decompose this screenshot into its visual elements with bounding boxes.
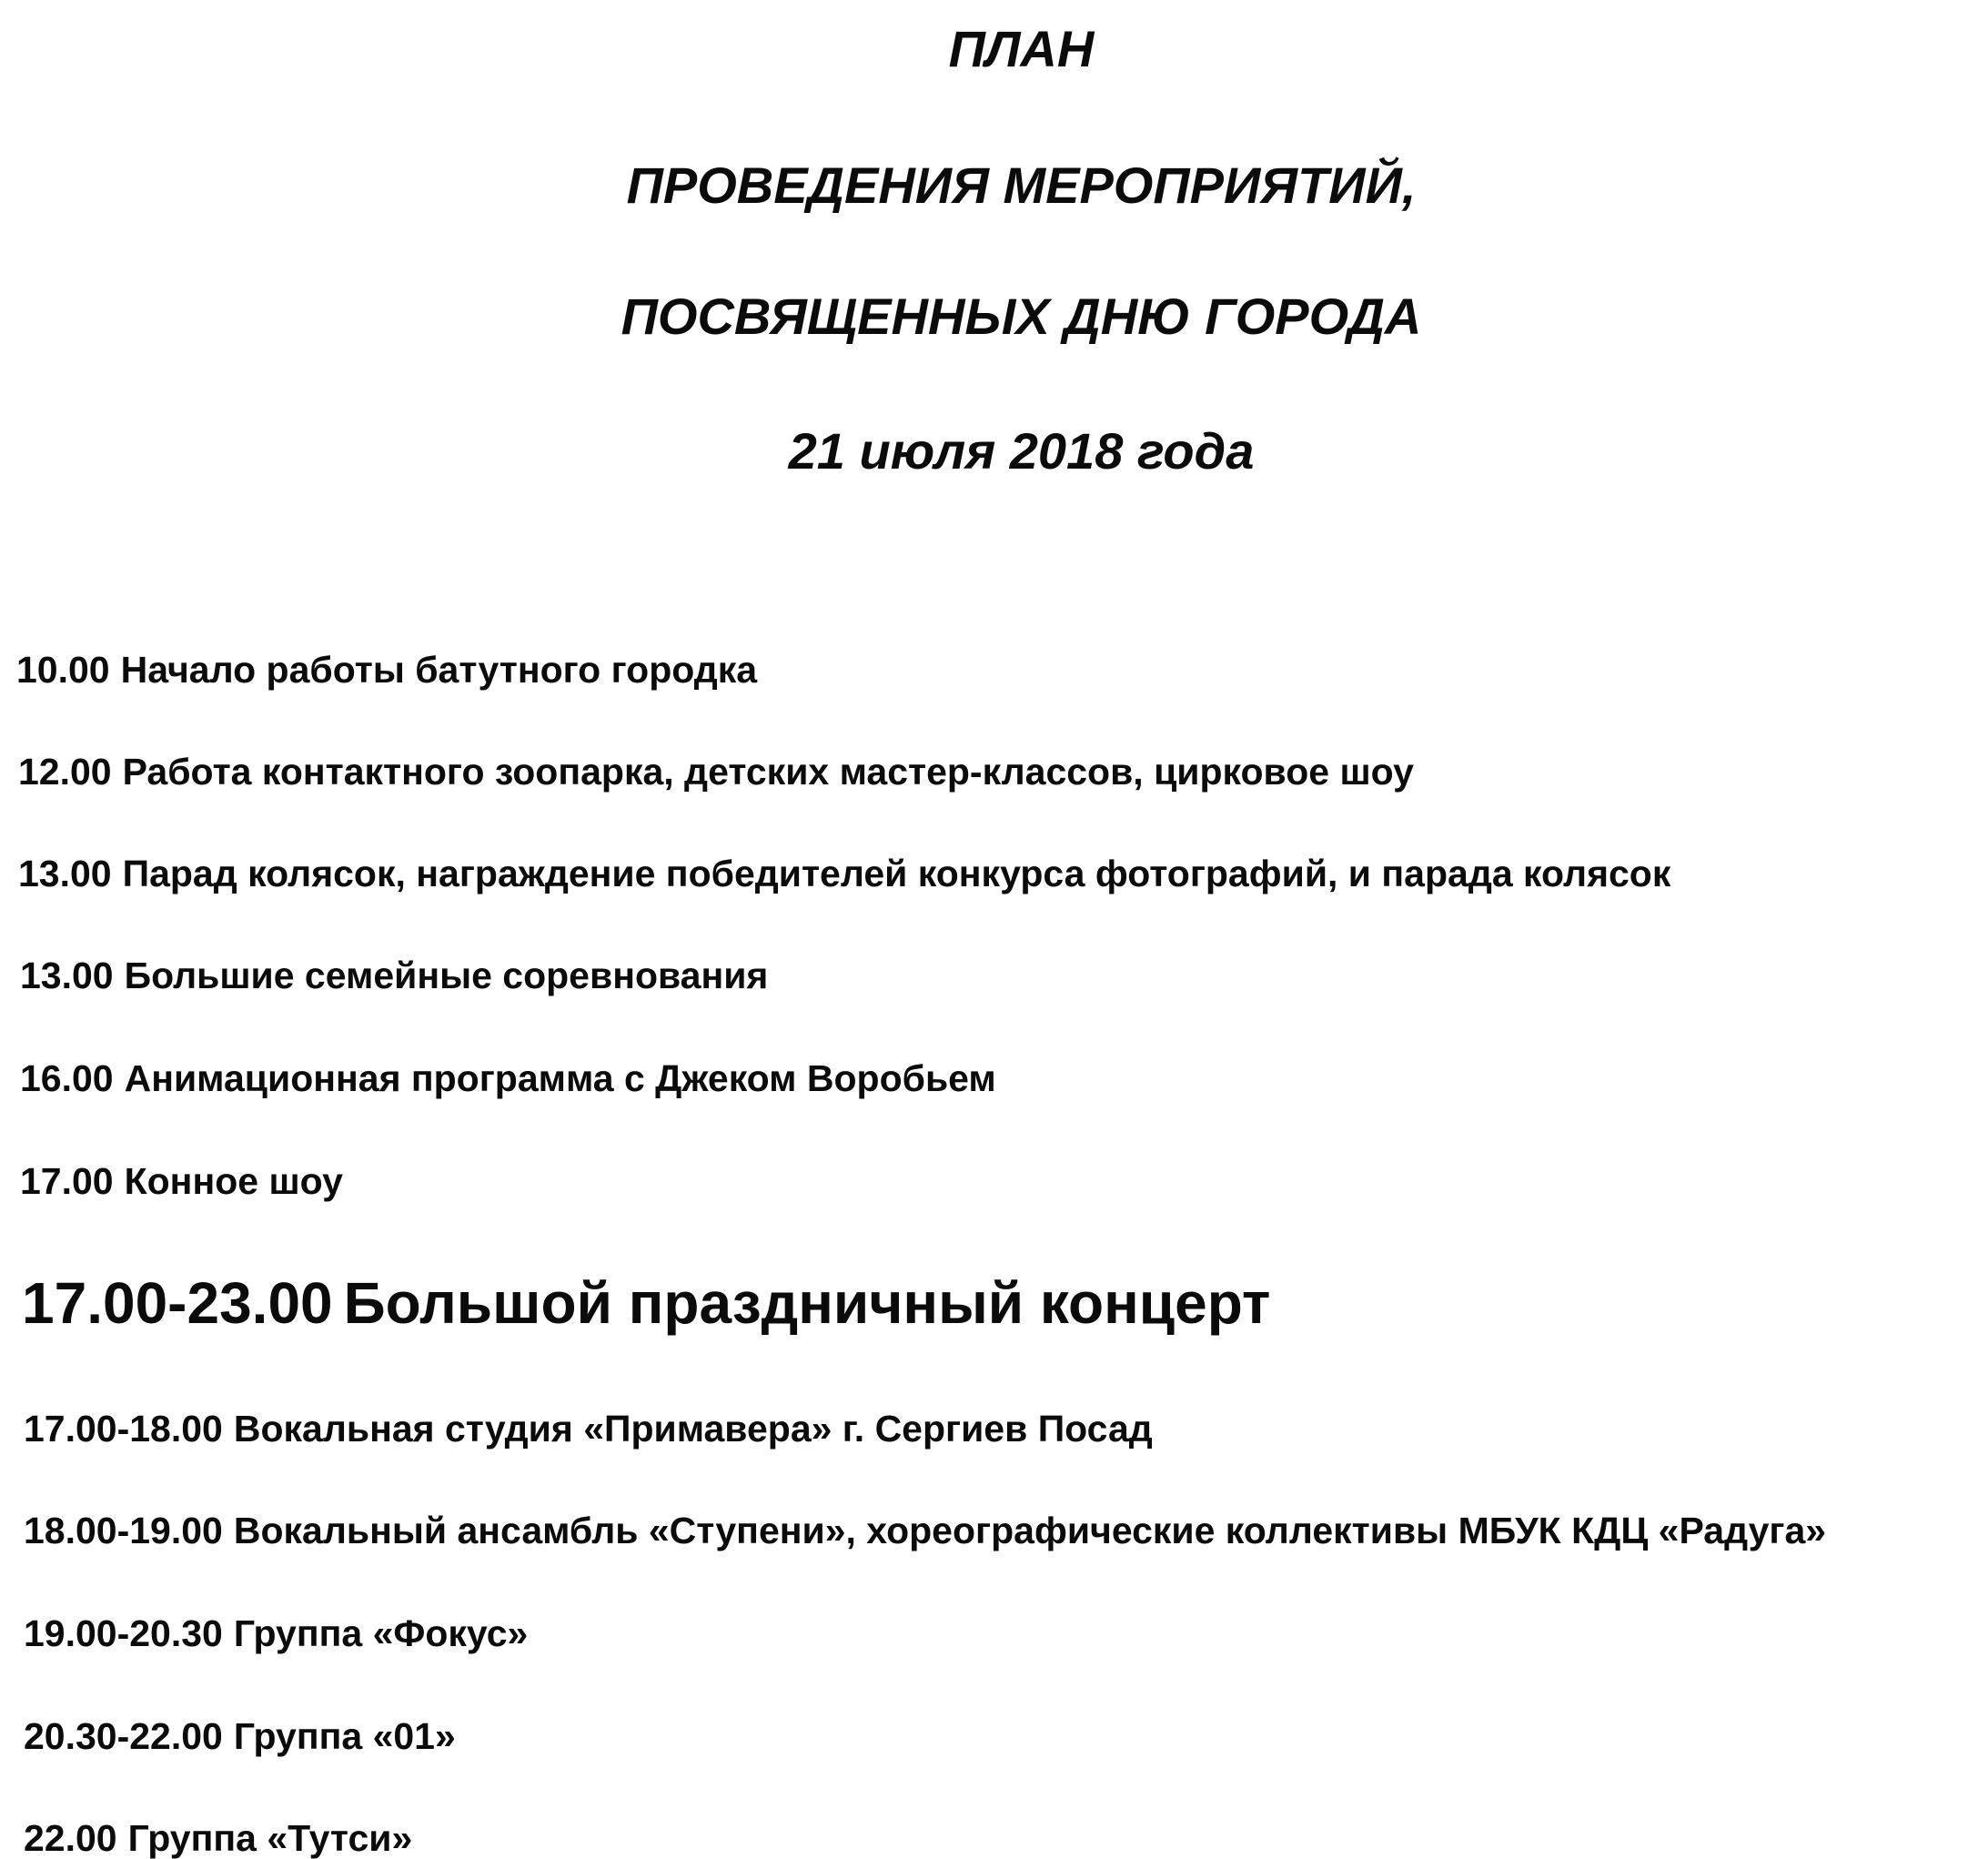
schedule-time: 10.00 (16, 649, 110, 691)
schedule-text: Вокальный ансамбль «Ступени», хореографические коллективы МБУК КДЦ «Радуга» (233, 1510, 1827, 1551)
schedule-text: Группа «Тутси» (127, 1817, 413, 1859)
schedule-item (24, 1410, 1153, 1448)
title-line-plan: ПЛАН (948, 20, 1095, 77)
schedule-time: 20.30-22.00 (24, 1715, 223, 1757)
schedule-item (20, 957, 768, 995)
schedule-text: Вокальная студия «Примавера» г. Сергиев Посад (233, 1408, 1153, 1450)
schedule-time: 16.00 (20, 1057, 114, 1099)
schedule-item (18, 855, 1670, 893)
title-line-events: ПРОВЕДЕНИЯ МЕРОПРИЯТИЙ, (626, 157, 1417, 214)
schedule-item (16, 649, 758, 691)
schedule-item (24, 1817, 413, 1859)
schedule-item-main-concert (22, 1270, 1271, 1336)
schedule-time: 17.00 (20, 1160, 114, 1202)
schedule-text: Группа «Фокус» (233, 1612, 529, 1654)
schedule-time: 19.00-20.30 (24, 1612, 223, 1654)
schedule-text: Анимационная программа с Джеком Воробьем (124, 1057, 996, 1099)
schedule-item (24, 1715, 456, 1757)
schedule-text: Парад колясок, награждение победителей конкурса фотографий, и парада колясок (122, 853, 1671, 894)
schedule-text: Начало работы батутного городка (120, 649, 758, 691)
schedule-item (24, 1612, 529, 1654)
schedule-time: 22.00 (24, 1817, 117, 1859)
schedule-item (18, 753, 1414, 791)
schedule-item (24, 1512, 1826, 1550)
schedule-item (20, 1057, 996, 1099)
schedule-time: 17.00-23.00 (22, 1270, 333, 1336)
schedule-time: 17.00-18.00 (24, 1408, 223, 1450)
schedule-text: Группа «01» (233, 1715, 456, 1757)
schedule-time: 13.00 (20, 955, 114, 996)
title-line-city-day: ПОСВЯЩЕННЫХ ДНЮ ГОРОДА (621, 288, 1422, 345)
schedule-text: Работа контактного зоопарка, детских мастер-классов, цирковое шоу (122, 751, 1414, 793)
schedule-time: 12.00 (18, 751, 112, 793)
schedule-time: 13.00 (18, 853, 112, 894)
title-line-date: 21 июля 2018 года (788, 422, 1255, 480)
schedule-text: Конное шоу (124, 1160, 343, 1202)
schedule-item (20, 1160, 343, 1202)
schedule-time: 18.00-19.00 (24, 1510, 223, 1551)
schedule-text: Большой праздничный концерт (343, 1270, 1271, 1336)
schedule-text: Большие семейные соревнования (124, 955, 769, 996)
